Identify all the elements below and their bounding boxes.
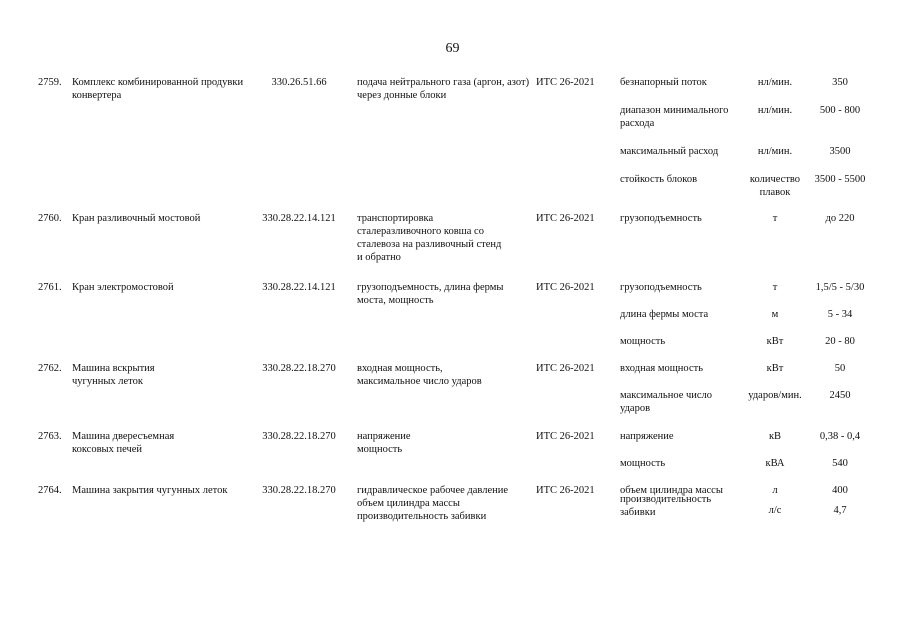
parameter-value: 5 - 34 [827, 309, 853, 320]
parameter-name: максимальный расход [620, 146, 719, 157]
parameter-unit: ударов/мин. [748, 390, 802, 401]
parameter-unit: т [772, 213, 778, 224]
parameter-unit: кВА [765, 458, 785, 469]
parameter-value: 1,5/5 - 5/30 [815, 282, 865, 293]
equipment-code: 330.26.51.66 [271, 77, 327, 88]
parameter-unit: кВт [766, 336, 784, 347]
equipment-purpose: грузоподъемность, длина фермы моста, мощность [357, 282, 504, 306]
equipment-name: Кран электромостовой [72, 282, 174, 293]
row-number: 2760. [38, 213, 62, 224]
parameter-unit: нл/мин. [757, 146, 793, 157]
parameter-value: 3500 [829, 146, 851, 157]
parameter-value: 4,7 [833, 505, 847, 516]
parameter-unit: л/с [768, 505, 782, 516]
equipment-name: Кран разливочный мостовой [72, 213, 201, 224]
equipment-name: Машина закрытия чугунных леток [72, 485, 228, 496]
parameter-name: максимальное число ударов [620, 390, 713, 414]
equipment-name: Комплекс комбинированной продувки конвертера [72, 77, 244, 101]
parameter-name: входная мощность [620, 363, 703, 374]
table-row [0, 484, 905, 544]
parameter-name: напряжение [620, 431, 674, 442]
equipment-purpose: подача нейтрального газа (аргон, азот) через донные блоки [357, 77, 530, 101]
row-number: 2764. [38, 485, 62, 496]
parameter-name: мощность [620, 336, 666, 347]
equipment-purpose: гидравлическое рабочее давление объем цилиндра массы производительность забивки [357, 485, 509, 522]
parameter-name: грузоподъемность [620, 213, 702, 224]
parameter-unit: нл/мин. [757, 105, 793, 116]
equipment-purpose: входная мощность, максимальное число ударов [357, 363, 482, 387]
table-row [0, 281, 905, 362]
parameter-unit: м [771, 309, 779, 320]
equipment-standard: ИТС 26-2021 [536, 431, 595, 442]
equipment-name: Машина вскрытия чугунных леток [72, 363, 155, 387]
row-number: 2761. [38, 282, 62, 293]
equipment-name: Машина двересъемная коксовых печей [72, 431, 175, 455]
row-number: 2762. [38, 363, 62, 374]
equipment-code: 330.28.22.18.270 [262, 431, 336, 442]
equipment-standard: ИТС 26-2021 [536, 363, 595, 374]
equipment-code: 330.28.22.18.270 [262, 363, 336, 374]
equipment-code: 330.28.22.18.270 [262, 485, 336, 496]
parameter-unit: кВт [766, 363, 784, 374]
parameter-name: длина фермы моста [620, 309, 709, 320]
parameter-unit: л [772, 485, 778, 496]
parameter-value: 400 [832, 485, 848, 496]
equipment-standard: ИТС 26-2021 [536, 213, 595, 224]
parameter-value: 20 - 80 [825, 336, 855, 347]
table-row [0, 362, 905, 430]
parameter-name: грузоподъемность [620, 282, 702, 293]
parameter-value: 50 [834, 363, 846, 374]
parameter-value: 2450 [829, 390, 851, 401]
equipment-code: 330.28.22.14.121 [262, 213, 336, 224]
equipment-table [0, 76, 905, 544]
parameter-value: 500 - 800 [819, 105, 861, 116]
parameter-value: 0,38 - 0,4 [819, 431, 861, 442]
parameter-value: до 220 [825, 213, 855, 224]
table-row [0, 212, 905, 281]
parameter-name: мощность [620, 458, 666, 469]
parameter-value: 350 [832, 77, 848, 88]
parameter-name: производительность забивки [620, 494, 712, 518]
row-number: 2763. [38, 431, 62, 442]
equipment-standard: ИТС 26-2021 [536, 485, 595, 496]
parameter-unit: количество плавок [749, 174, 801, 198]
parameter-unit: кВ [768, 431, 782, 442]
equipment-standard: ИТС 26-2021 [536, 77, 595, 88]
parameter-name: диапазон минимального расхода [620, 105, 729, 129]
equipment-standard: ИТС 26-2021 [536, 282, 595, 293]
equipment-purpose: напряжение мощность [357, 431, 411, 455]
parameter-name: безнапорный поток [620, 77, 707, 88]
parameter-name: стойкость блоков [620, 174, 698, 185]
equipment-purpose: транспортировка сталеразливочного ковша со сталевоза на разливочный стенд и обратно [357, 213, 502, 263]
parameter-value: 540 [832, 458, 848, 469]
page-number: 69 [445, 41, 460, 56]
parameter-value: 3500 - 5500 [814, 174, 866, 185]
table-row [0, 430, 905, 484]
parameter-unit: нл/мин. [757, 77, 793, 88]
equipment-code: 330.28.22.14.121 [262, 282, 336, 293]
row-number: 2759. [38, 77, 62, 88]
parameter-unit: т [772, 282, 778, 293]
parameter-name: объем цилиндра массы [620, 485, 723, 496]
table-row [0, 76, 905, 212]
